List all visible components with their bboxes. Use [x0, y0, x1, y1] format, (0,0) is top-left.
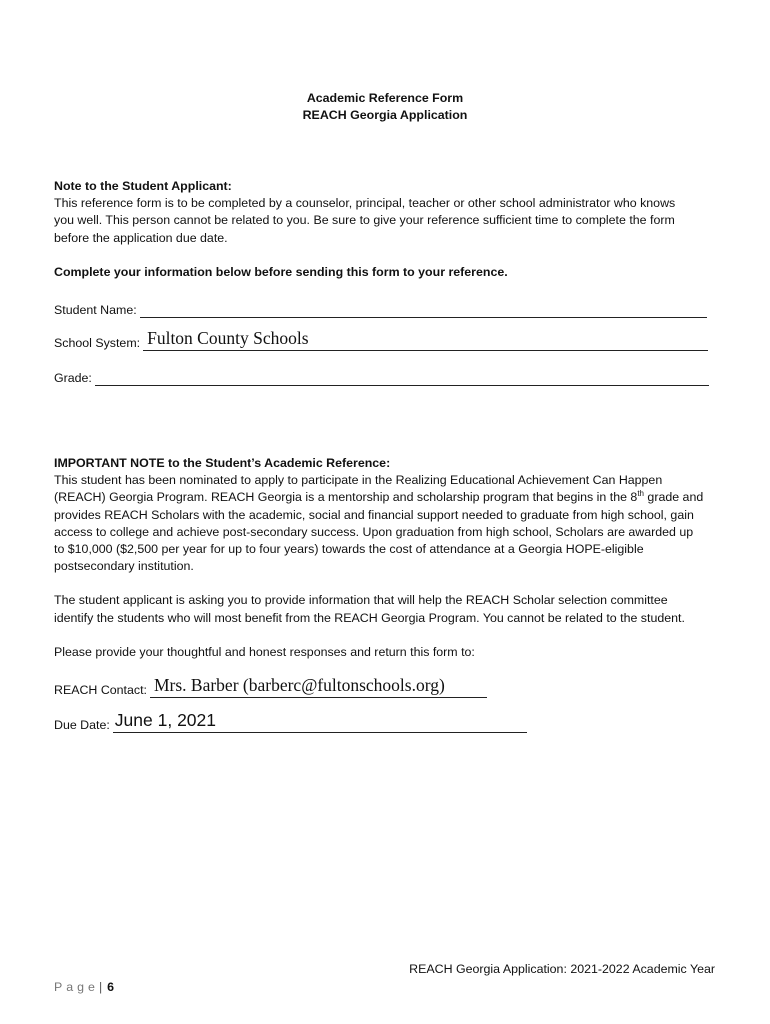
- student-name-label: Student Name:: [54, 303, 137, 317]
- reference-note-heading: IMPORTANT NOTE to the Student’s Academic Reference:: [54, 456, 391, 470]
- reach-contact-label: REACH Contact:: [54, 683, 147, 697]
- page-separator: |: [98, 980, 103, 994]
- due-date-field[interactable]: [113, 710, 527, 733]
- student-note-line: This reference form is to be completed by a counselor, principal, teacher or other school administrator who knows: [54, 196, 676, 211]
- school-system-row: [54, 327, 708, 351]
- page-footer: [54, 980, 114, 994]
- due-date-label: Due Date:: [54, 718, 110, 732]
- grade-field[interactable]: [95, 363, 709, 386]
- reach-contact-row: [54, 674, 487, 698]
- reference-note-line: provides REACH Scholars with the academic, social and financial support needed to graduate from high school, gain: [54, 507, 694, 522]
- school-system-label: School System:: [54, 336, 141, 350]
- reach-contact-value: Mrs. Barber (barberc@fultonschools.org): [153, 675, 445, 695]
- reference-note-line: to $10,000 ($2,500 per year for up to four years) towards the cost of attendance at a Georgia HOPE-eligible: [54, 542, 644, 557]
- reference-note-line: This student has been nominated to apply to participate in the Realizing Educational Achievement Can Happen: [54, 473, 663, 488]
- student-note-section: [54, 178, 716, 281]
- form-subtitle: REACH Georgia Application: [302, 108, 468, 122]
- footer-application-year: REACH Georgia Application: 2021-2022 Academic Year: [409, 962, 715, 976]
- reference-note-section: [54, 455, 716, 661]
- page-number: 6: [107, 980, 115, 994]
- school-system-field[interactable]: [143, 328, 708, 351]
- reference-note-line: (REACH) Georgia Program. REACH Georgia is a mentorship and scholarship program that begins in the 8th grade and: [54, 489, 704, 505]
- reference-note-line: identify the students who will most benefit from the REACH Georgia Program. You cannot be related to the student.: [54, 610, 685, 625]
- student-note-heading: Note to the Student Applicant:: [54, 179, 232, 193]
- reference-note-return: Please provide your thoughtful and honest responses and return this form to:: [54, 644, 475, 659]
- student-note-line: before the application due date.: [54, 230, 228, 245]
- due-date-value: June 1, 2021: [114, 710, 216, 730]
- reference-note-line: The student applicant is asking you to provide information that will help the REACH Scholar selection committee: [54, 593, 668, 608]
- student-note-instruction: Complete your information below before sending this form to your reference.: [54, 264, 508, 279]
- school-system-value: Fulton County Schools: [147, 328, 309, 348]
- grade-label: Grade:: [54, 371, 92, 385]
- page-word: Page: [54, 980, 99, 994]
- due-date-row: [54, 709, 527, 733]
- reference-note-line: postsecondary institution.: [54, 559, 194, 574]
- student-name-field[interactable]: [140, 295, 707, 318]
- grade-row: [54, 362, 709, 386]
- student-name-row: [54, 294, 707, 318]
- reference-note-line: access to college and achieve post-secondary success. Upon graduation from high school, Scholars are awarded up: [54, 524, 694, 539]
- form-title: Academic Reference Form: [306, 91, 464, 105]
- reach-contact-field[interactable]: [150, 675, 487, 698]
- student-note-line: you well. This person cannot be related to you. Be sure to give your reference sufficient time to complete the form: [54, 213, 675, 228]
